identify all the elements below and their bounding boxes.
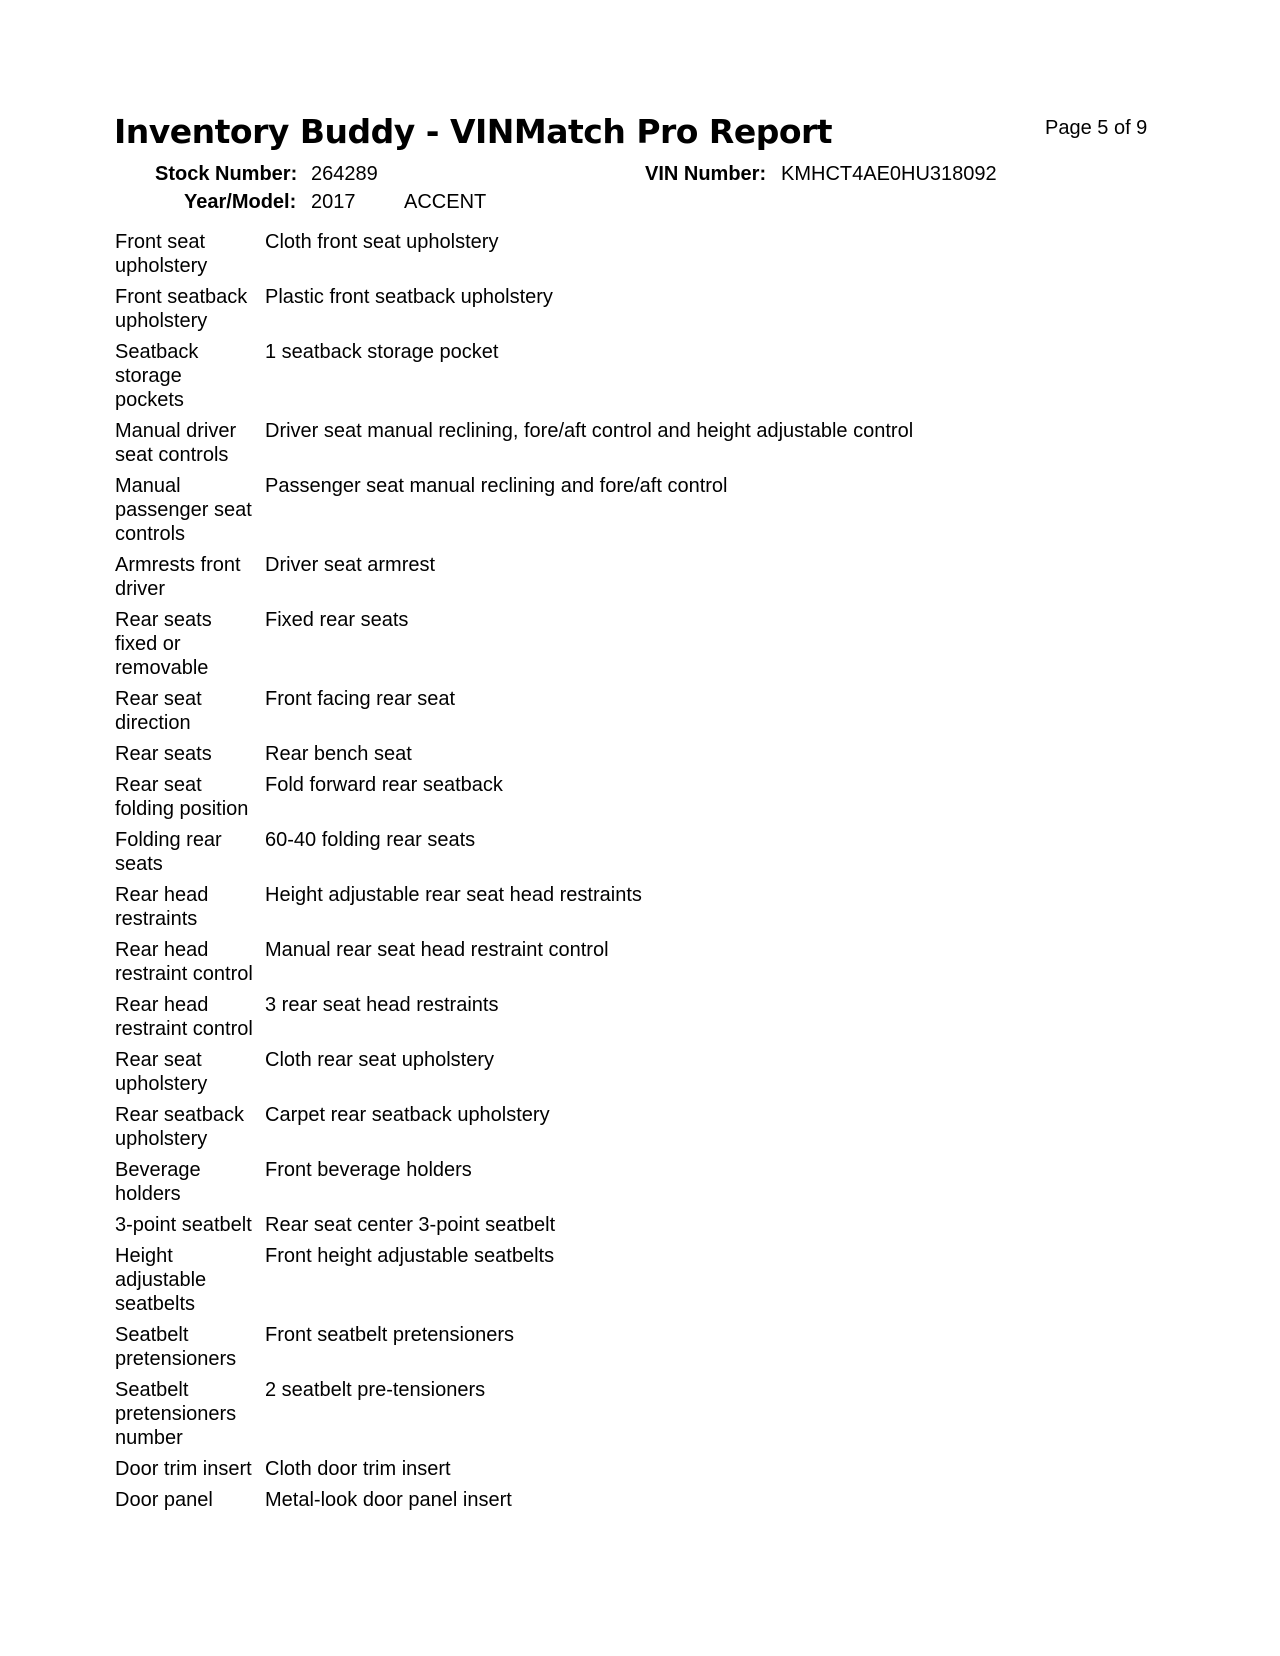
feature-value: Metal-look door panel insert [265, 1489, 512, 1511]
feature-value: Cloth door trim insert [265, 1458, 451, 1480]
feature-value: Front beverage holders [265, 1159, 472, 1181]
feature-name: Rear head restraints [115, 884, 209, 930]
feature-value: Carpet rear seatback upholstery [265, 1104, 550, 1126]
feature-name: Manual driver seat controls [115, 420, 237, 466]
feature-row [115, 608, 1175, 680]
feature-value: 2 seatbelt pre-tensioners [265, 1379, 486, 1401]
feature-name: 3-point seatbelt [115, 1214, 252, 1236]
model-value: ACCENT [404, 191, 487, 213]
feature-row [115, 993, 1175, 1041]
year-value: 2017 [311, 191, 356, 213]
feature-value: 60-40 folding rear seats [265, 829, 476, 851]
feature-value: Front facing rear seat [265, 688, 456, 710]
feature-value: 1 seatback storage pocket [265, 341, 499, 363]
feature-name: Rear seats [115, 743, 212, 765]
vin-number-value: KMHCT4AE0HU318092 [781, 163, 997, 185]
feature-value: Passenger seat manual reclining and fore/aft control [265, 475, 728, 497]
feature-row [115, 1378, 1175, 1450]
feature-name: Manual passenger seat controls [115, 475, 252, 545]
feature-row [115, 1323, 1175, 1371]
feature-row [115, 419, 1175, 467]
feature-row [115, 742, 1175, 766]
stock-number-label: Stock Number: [155, 163, 298, 185]
feature-name: Front seatback upholstery [115, 286, 248, 332]
feature-value: Fold forward rear seatback [265, 774, 503, 796]
page-number: Page 5 of 9 [1045, 117, 1148, 139]
feature-name: Rear head restraint control [115, 994, 253, 1040]
feature-value: Front height adjustable seatbelts [265, 1245, 555, 1267]
feature-row [115, 773, 1175, 821]
feature-value: Rear seat center 3-point seatbelt [265, 1214, 556, 1236]
feature-row [115, 230, 1175, 278]
stock-number-value: 264289 [311, 163, 378, 185]
feature-name: Rear seat direction [115, 688, 202, 734]
feature-name: Height adjustable seatbelts [115, 1245, 207, 1315]
feature-row [115, 340, 1175, 412]
feature-name: Seatback storage pockets [115, 341, 199, 411]
feature-name: Armrests front driver [115, 554, 241, 600]
feature-name: Seatbelt pretensioners number [115, 1379, 237, 1449]
feature-row [115, 1457, 1175, 1481]
feature-name: Rear seatback upholstery [115, 1104, 244, 1150]
feature-value: Plastic front seatback upholstery [265, 286, 553, 308]
feature-name: Door panel [115, 1489, 213, 1511]
feature-value: Driver seat manual reclining, fore/aft control and height adjustable control [265, 420, 914, 442]
feature-name: Seatbelt pretensioners [115, 1324, 237, 1370]
vin-number-label: VIN Number: [645, 163, 767, 185]
feature-name: Folding rear seats [115, 829, 222, 875]
feature-value: Cloth front seat upholstery [265, 231, 499, 253]
feature-list [115, 230, 1175, 1519]
feature-name: Front seat upholstery [115, 231, 208, 277]
feature-row [115, 1048, 1175, 1096]
year-model-label: Year/Model: [184, 191, 297, 213]
feature-row [115, 883, 1175, 931]
feature-value: Rear bench seat [265, 743, 412, 765]
feature-row [115, 1488, 1175, 1512]
feature-row [115, 1158, 1175, 1206]
feature-value: 3 rear seat head restraints [265, 994, 499, 1016]
feature-value: Front seatbelt pretensioners [265, 1324, 515, 1346]
feature-value: Manual rear seat head restraint control [265, 939, 609, 961]
feature-row [115, 1213, 1175, 1237]
feature-name: Rear seat upholstery [115, 1049, 208, 1095]
feature-row [115, 687, 1175, 735]
feature-name: Rear head restraint control [115, 939, 253, 985]
feature-row [115, 553, 1175, 601]
feature-name: Door trim insert [115, 1458, 252, 1480]
feature-row [115, 285, 1175, 333]
feature-value: Height adjustable rear seat head restraints [265, 884, 642, 906]
feature-value: Driver seat armrest [265, 554, 436, 576]
feature-row [115, 938, 1175, 986]
feature-row [115, 1103, 1175, 1151]
feature-name: Rear seats fixed or removable [115, 609, 212, 679]
feature-row [115, 1244, 1175, 1316]
feature-name: Rear seat folding position [115, 774, 249, 820]
report-title: Inventory Buddy - VINMatch Pro Report [114, 112, 833, 151]
feature-value: Fixed rear seats [265, 609, 409, 631]
feature-row [115, 474, 1175, 546]
feature-row [115, 828, 1175, 876]
feature-name: Beverage holders [115, 1159, 201, 1205]
feature-value: Cloth rear seat upholstery [265, 1049, 495, 1071]
